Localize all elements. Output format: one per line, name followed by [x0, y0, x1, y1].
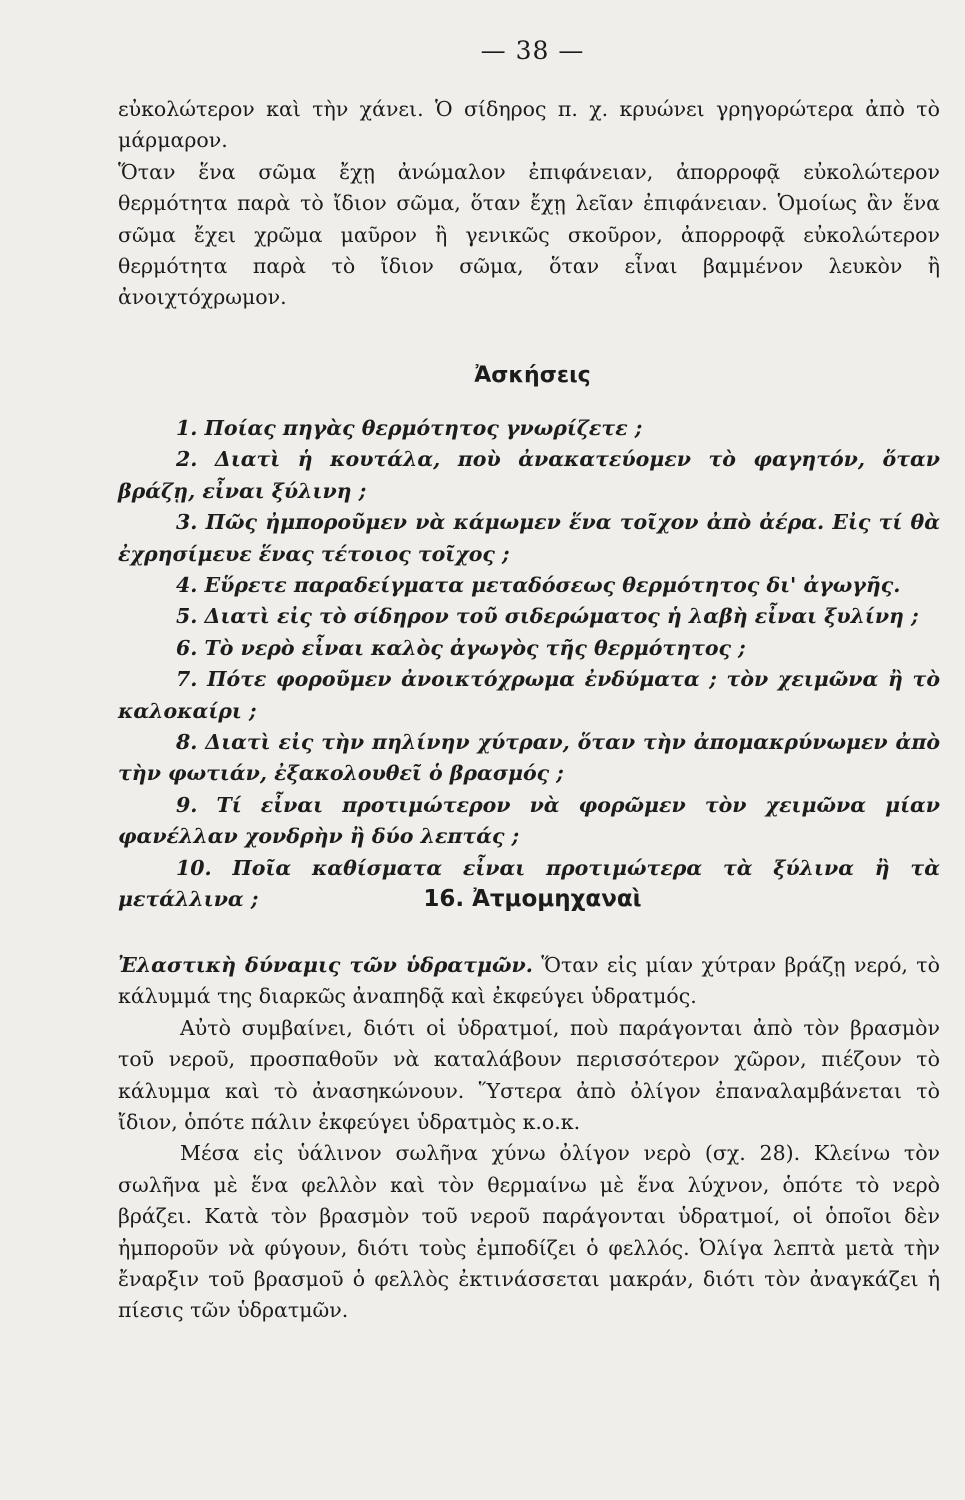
exercise-item: 6. Τὸ νερὸ εἶναι καλὸς ἀγωγὸς τῆς θερμότητος ;	[176, 635, 746, 660]
section-lead: Ἐλαστικὴ δύναμις τῶν ὑδρατμῶν.	[118, 953, 533, 977]
section-paragraph: Αὐτὸ συμβαίνει, διότι οἱ ὑδρατμοί, ποὺ παράγονται ἀπὸ τὸν βρασμὸν τοῦ νεροῦ, προσπαθοῦν νὰ καταλάβουν περισσότερον χῶρον, πιέζουν τὸ κάλυμμα καὶ τὸ ἀνασηκώνουν. Ὕστερα ἀπὸ ὀλίγον ἐπαναλαμβάνεται τὸ ἴδιον, ὁπότε πάλιν ἐκφεύγει ὑδρατμὸς κ.ο.κ.	[118, 1015, 940, 1135]
exercises-heading: Ἀσκήσεις	[474, 363, 591, 388]
exercise-item: 5. Διατὶ εἰς τὸ σίδηρον τοῦ σιδερώματος ἡ λαβὴ εἶναι ξυλίνη ;	[176, 604, 919, 629]
exercise-item: 8. Διατὶ εἰς τὴν πηλίνην χύτραν, ὅταν τὴν ἀπομακρύνωμεν ἀπὸ τὴν φωτιάν, ἐξακολουθεῖ ὁ βρασμός ;	[118, 730, 940, 786]
exercise-item: 2. Διατὶ ἡ κουτάλα, ποὺ ἀνακατεύομεν τὸ φαγητόν, ὅταν βράζῃ, εἶναι ξύλινη ;	[118, 447, 940, 503]
intro-text	[118, 94, 940, 314]
exercise-item: 1. Ποίας πηγὰς θερμότητος γνωρίζετε ;	[176, 416, 643, 440]
exercise-list	[118, 413, 940, 916]
exercise-item: 4. Εὕρετε παραδείγματα μεταδόσεως θερμότητος δι' ἀγωγῆς.	[176, 573, 901, 598]
exercise-item: 3. Πῶς ἠμποροῦμεν νὰ κάμωμεν ἕνα τοῖχον ἀπὸ ἀέρα. Εἰς τί θὰ ἐχρησίμευε ἕνας τέτοιος τοῖχος ;	[118, 510, 940, 566]
exercise-item: 10. Ποῖα καθίσματα εἶναι προτιμώτερα τὰ ξύλινα ἢ τὰ μετάλλινα ;	[118, 855, 940, 912]
exercise-item: 7. Πότε φοροῦμεν ἀνοικτόχρωμα ἐνδύματα ; τὸν χειμῶνα ἢ τὸ καλοκαίρι ;	[118, 667, 940, 723]
section-paragraph-text: Ὅταν εἰς μίαν χύτραν βράζῃ νερό, τὸ κάλυμμά της διαρκῶς ἀναπηδᾷ καὶ ἐκφεύγει ὑδρατμός.	[118, 953, 940, 1009]
exercise-item: 9. Τί εἶναι προτιμώτερον νὰ φορῶμεν τὸν χειμῶνα μίαν φανέλλαν χονδρὴν ἢ δύο λεπτάς ;	[118, 792, 940, 849]
section-paragraph: Μέσα εἰς ὑάλινον σωλῆνα χύνω ὀλίγον νερὸ (σχ. 28). Κλείνω τὸν σωλῆνα μὲ ἕνα φελλὸν καὶ τὸν θερμαίνω μὲ ἕνα λύχνον, ὁπότε τὸ νερὸ βράζει. Κατὰ τὸν βρασμὸν τοῦ νεροῦ παράγονται ὑδρατμοί, οἱ ὁποῖοι δὲν ἠμποροῦν νὰ φύγουν, διότι τοὺς ἐμποδίζει ὁ φελλός. Ὀλίγα λεπτὰ μετὰ τὴν ἔναρξιν τοῦ βρασμοῦ ὁ φελλὸς ἐκτινάσσεται μακράν, διότι τὸν ἀναγκάζει ἡ πίεσις τῶν ὑδρατμῶν.	[118, 1141, 940, 1323]
intro-paragraph: Ὅταν ἕνα σῶμα ἔχῃ ἀνώμαλον ἐπιφάνειαν, ἀπορροφᾷ εὐκολώτερον θερμότητα παρὰ τὸ ἴδιον σῶμα, ὅταν ἔχῃ λεῖαν ἐπιφάνειαν. Ὁμοίως ἂν ἕνα σῶμα ἔχει χρῶμα μαῦρον ἢ γενικῶς σκοῦρον, ἀπορροφᾷ εὐκολώτερον θερμότητα παρὰ τὸ ἴδιον σῶμα, ὅταν εἶναι βαμμένον λευκὸν ἢ ἀνοιχτόχρωμον.	[118, 159, 940, 310]
intro-paragraph: εὐκολώτερον καὶ τὴν χάνει. Ὁ σίδηρος π. χ. κρυώνει γρηγορώτερα ἀπὸ τὸ μάρμαρον.	[118, 97, 940, 153]
page-number: — 38 —	[480, 36, 585, 65]
section-text	[118, 950, 940, 1327]
section-paragraph	[118, 950, 940, 1013]
section-heading: 16. Ἀτμομηχαναὶ	[423, 886, 642, 912]
